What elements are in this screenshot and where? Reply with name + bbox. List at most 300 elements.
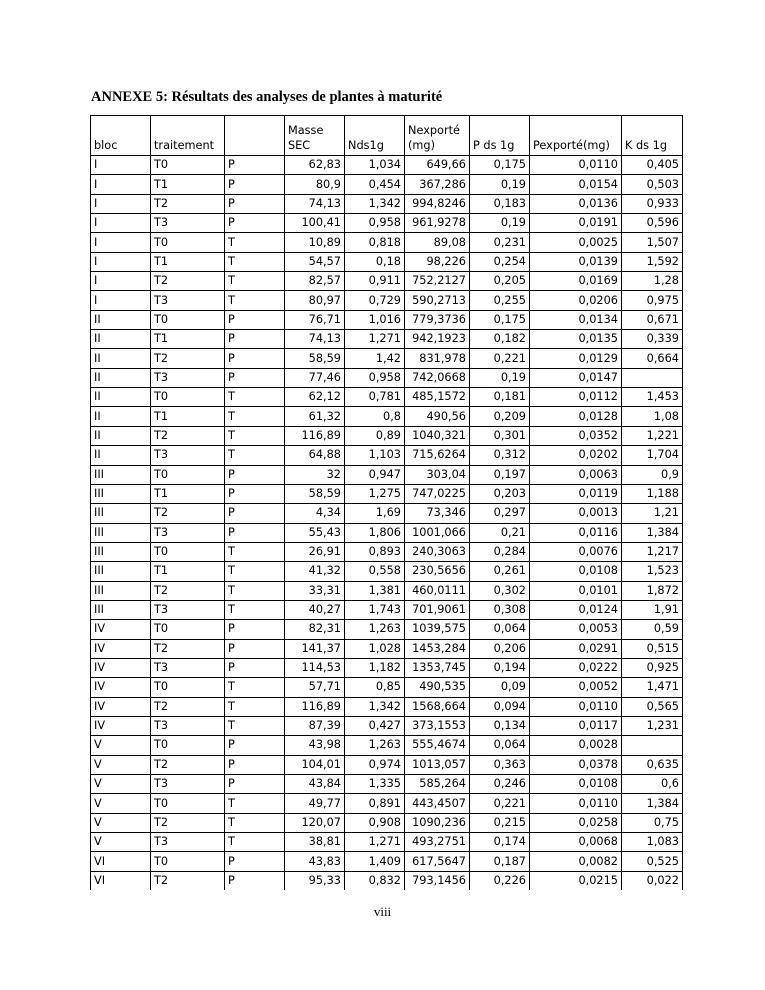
cell-nexporte: 1453,284 xyxy=(405,639,470,658)
cell-traitement: T2 xyxy=(151,871,225,890)
table-row xyxy=(91,407,683,426)
cell-k-ds-1g xyxy=(622,736,683,755)
cell-nds1g: 0,958 xyxy=(345,368,405,387)
cell-bloc: IV xyxy=(91,697,151,716)
header-traitement: traitement xyxy=(151,116,225,156)
cell-nexporte: 779,3736 xyxy=(405,310,470,329)
cell-masse-sec: 4,34 xyxy=(285,504,345,523)
cell-pexporte: 0,0110 xyxy=(530,794,622,813)
cell-masse-sec: 49,77 xyxy=(285,794,345,813)
header-type xyxy=(225,116,285,156)
cell-k-ds-1g: 0,635 xyxy=(622,755,683,774)
cell-masse-sec: 61,32 xyxy=(285,407,345,426)
table-row xyxy=(91,156,683,175)
header-p-ds-1g: P ds 1g xyxy=(470,116,530,156)
cell-k-ds-1g: 0,405 xyxy=(622,156,683,175)
cell-bloc: V xyxy=(91,775,151,794)
table-row xyxy=(91,291,683,310)
cell-nds1g: 0,818 xyxy=(345,233,405,252)
cell-type: P xyxy=(225,465,285,484)
cell-nds1g: 0,947 xyxy=(345,465,405,484)
table-row xyxy=(91,697,683,716)
cell-nds1g: 0,558 xyxy=(345,562,405,581)
cell-masse-sec: 116,89 xyxy=(285,426,345,445)
cell-traitement: T0 xyxy=(151,678,225,697)
cell-p-ds-1g: 0,194 xyxy=(470,658,530,677)
cell-bloc: III xyxy=(91,562,151,581)
table-row xyxy=(91,716,683,735)
cell-p-ds-1g: 0,19 xyxy=(470,214,530,233)
cell-traitement: T2 xyxy=(151,272,225,291)
cell-type: P xyxy=(225,871,285,890)
table-row xyxy=(91,755,683,774)
cell-traitement: T2 xyxy=(151,755,225,774)
cell-bloc: II xyxy=(91,310,151,329)
cell-nexporte: 443,4507 xyxy=(405,794,470,813)
cell-k-ds-1g xyxy=(622,368,683,387)
cell-nexporte: 240,3063 xyxy=(405,542,470,561)
cell-nexporte: 701,9061 xyxy=(405,600,470,619)
cell-p-ds-1g: 0,09 xyxy=(470,678,530,697)
cell-type: P xyxy=(225,620,285,639)
cell-traitement: T0 xyxy=(151,233,225,252)
cell-p-ds-1g: 0,231 xyxy=(470,233,530,252)
cell-nexporte: 1568,664 xyxy=(405,697,470,716)
cell-k-ds-1g: 1,592 xyxy=(622,252,683,271)
cell-masse-sec: 62,12 xyxy=(285,388,345,407)
cell-pexporte: 0,0147 xyxy=(530,368,622,387)
cell-type: T xyxy=(225,562,285,581)
cell-k-ds-1g: 1,28 xyxy=(622,272,683,291)
cell-nds1g: 0,729 xyxy=(345,291,405,310)
cell-nexporte: 742,0668 xyxy=(405,368,470,387)
cell-p-ds-1g: 0,206 xyxy=(470,639,530,658)
cell-nexporte: 942,1923 xyxy=(405,330,470,349)
cell-k-ds-1g: 1,471 xyxy=(622,678,683,697)
cell-type: T xyxy=(225,794,285,813)
cell-p-ds-1g: 0,174 xyxy=(470,833,530,852)
cell-bloc: I xyxy=(91,175,151,194)
cell-nds1g: 1,335 xyxy=(345,775,405,794)
cell-traitement: T2 xyxy=(151,813,225,832)
cell-bloc: V xyxy=(91,813,151,832)
cell-k-ds-1g: 1,507 xyxy=(622,233,683,252)
cell-pexporte: 0,0063 xyxy=(530,465,622,484)
cell-bloc: IV xyxy=(91,716,151,735)
cell-nexporte: 585,264 xyxy=(405,775,470,794)
cell-traitement: T1 xyxy=(151,330,225,349)
cell-type: P xyxy=(225,775,285,794)
cell-bloc: II xyxy=(91,349,151,368)
cell-pexporte: 0,0128 xyxy=(530,407,622,426)
cell-nds1g: 1,271 xyxy=(345,833,405,852)
cell-nexporte: 490,56 xyxy=(405,407,470,426)
cell-masse-sec: 74,13 xyxy=(285,330,345,349)
cell-bloc: III xyxy=(91,465,151,484)
cell-p-ds-1g: 0,064 xyxy=(470,736,530,755)
cell-nds1g: 1,275 xyxy=(345,484,405,503)
cell-pexporte: 0,0202 xyxy=(530,446,622,465)
cell-type: P xyxy=(225,330,285,349)
cell-bloc: III xyxy=(91,581,151,600)
cell-pexporte: 0,0258 xyxy=(530,813,622,832)
cell-pexporte: 0,0154 xyxy=(530,175,622,194)
cell-p-ds-1g: 0,134 xyxy=(470,716,530,735)
cell-type: P xyxy=(225,504,285,523)
table-row xyxy=(91,388,683,407)
cell-pexporte: 0,0053 xyxy=(530,620,622,639)
cell-p-ds-1g: 0,297 xyxy=(470,504,530,523)
cell-bloc: I xyxy=(91,252,151,271)
header-nexporte: Nexporté (mg) xyxy=(405,116,470,156)
cell-pexporte: 0,0110 xyxy=(530,697,622,716)
cell-k-ds-1g: 0,933 xyxy=(622,194,683,213)
cell-p-ds-1g: 0,221 xyxy=(470,794,530,813)
header-pexporte: Pexporté(mg) xyxy=(530,116,622,156)
cell-traitement: T0 xyxy=(151,794,225,813)
cell-masse-sec: 40,27 xyxy=(285,600,345,619)
cell-pexporte: 0,0136 xyxy=(530,194,622,213)
table-row xyxy=(91,233,683,252)
cell-masse-sec: 82,57 xyxy=(285,272,345,291)
cell-nexporte: 98,226 xyxy=(405,252,470,271)
cell-masse-sec: 141,37 xyxy=(285,639,345,658)
cell-type: T xyxy=(225,252,285,271)
table-row xyxy=(91,446,683,465)
cell-traitement: T2 xyxy=(151,697,225,716)
table-row xyxy=(91,504,683,523)
cell-type: T xyxy=(225,233,285,252)
cell-p-ds-1g: 0,308 xyxy=(470,600,530,619)
cell-nds1g: 0,911 xyxy=(345,272,405,291)
cell-type: P xyxy=(225,214,285,233)
cell-p-ds-1g: 0,226 xyxy=(470,871,530,890)
cell-pexporte: 0,0291 xyxy=(530,639,622,658)
cell-type: P xyxy=(225,484,285,503)
cell-masse-sec: 80,9 xyxy=(285,175,345,194)
cell-masse-sec: 57,71 xyxy=(285,678,345,697)
cell-masse-sec: 116,89 xyxy=(285,697,345,716)
cell-masse-sec: 100,41 xyxy=(285,214,345,233)
cell-masse-sec: 77,46 xyxy=(285,368,345,387)
cell-p-ds-1g: 0,302 xyxy=(470,581,530,600)
cell-pexporte: 0,0139 xyxy=(530,252,622,271)
cell-k-ds-1g: 0,59 xyxy=(622,620,683,639)
cell-nexporte: 994,8246 xyxy=(405,194,470,213)
cell-traitement: T2 xyxy=(151,194,225,213)
cell-traitement: T0 xyxy=(151,620,225,639)
cell-masse-sec: 58,59 xyxy=(285,484,345,503)
cell-nds1g: 1,42 xyxy=(345,349,405,368)
cell-nexporte: 1001,066 xyxy=(405,523,470,542)
cell-p-ds-1g: 0,187 xyxy=(470,852,530,871)
cell-pexporte: 0,0116 xyxy=(530,523,622,542)
cell-nds1g: 0,85 xyxy=(345,678,405,697)
cell-traitement: T2 xyxy=(151,581,225,600)
cell-nexporte: 617,5647 xyxy=(405,852,470,871)
cell-pexporte: 0,0222 xyxy=(530,658,622,677)
cell-traitement: T0 xyxy=(151,736,225,755)
cell-nexporte: 961,9278 xyxy=(405,214,470,233)
cell-bloc: II xyxy=(91,446,151,465)
cell-type: P xyxy=(225,368,285,387)
cell-nexporte: 747,0225 xyxy=(405,484,470,503)
cell-traitement: T3 xyxy=(151,658,225,677)
table-row xyxy=(91,639,683,658)
cell-p-ds-1g: 0,19 xyxy=(470,175,530,194)
cell-p-ds-1g: 0,197 xyxy=(470,465,530,484)
cell-bloc: I xyxy=(91,291,151,310)
table-row xyxy=(91,484,683,503)
cell-masse-sec: 55,43 xyxy=(285,523,345,542)
cell-nds1g: 0,89 xyxy=(345,426,405,445)
cell-traitement: T0 xyxy=(151,852,225,871)
table-row xyxy=(91,678,683,697)
cell-nexporte: 460,0111 xyxy=(405,581,470,600)
cell-bloc: IV xyxy=(91,620,151,639)
cell-masse-sec: 104,01 xyxy=(285,755,345,774)
cell-pexporte: 0,0191 xyxy=(530,214,622,233)
cell-bloc: II xyxy=(91,330,151,349)
cell-k-ds-1g: 1,872 xyxy=(622,581,683,600)
cell-traitement: T1 xyxy=(151,484,225,503)
cell-k-ds-1g: 0,664 xyxy=(622,349,683,368)
cell-bloc: III xyxy=(91,484,151,503)
cell-k-ds-1g: 1,523 xyxy=(622,562,683,581)
cell-p-ds-1g: 0,363 xyxy=(470,755,530,774)
cell-masse-sec: 26,91 xyxy=(285,542,345,561)
cell-type: T xyxy=(225,426,285,445)
cell-masse-sec: 76,71 xyxy=(285,310,345,329)
cell-nexporte: 1013,057 xyxy=(405,755,470,774)
cell-traitement: T0 xyxy=(151,310,225,329)
cell-pexporte: 0,0124 xyxy=(530,600,622,619)
cell-traitement: T2 xyxy=(151,639,225,658)
cell-bloc: V xyxy=(91,833,151,852)
table-row xyxy=(91,600,683,619)
cell-bloc: I xyxy=(91,272,151,291)
cell-traitement: T1 xyxy=(151,407,225,426)
header-nds1g: Nds1g xyxy=(345,116,405,156)
cell-type: P xyxy=(225,852,285,871)
cell-traitement: T3 xyxy=(151,446,225,465)
cell-type: P xyxy=(225,736,285,755)
table-row xyxy=(91,368,683,387)
cell-k-ds-1g: 1,704 xyxy=(622,446,683,465)
cell-masse-sec: 32 xyxy=(285,465,345,484)
cell-p-ds-1g: 0,203 xyxy=(470,484,530,503)
table-row xyxy=(91,794,683,813)
cell-pexporte: 0,0206 xyxy=(530,291,622,310)
cell-p-ds-1g: 0,215 xyxy=(470,813,530,832)
cell-k-ds-1g: 0,9 xyxy=(622,465,683,484)
cell-k-ds-1g: 0,339 xyxy=(622,330,683,349)
cell-traitement: T2 xyxy=(151,426,225,445)
table-row xyxy=(91,813,683,832)
cell-nexporte: 89,08 xyxy=(405,233,470,252)
cell-nds1g: 1,034 xyxy=(345,156,405,175)
cell-traitement: T2 xyxy=(151,349,225,368)
cell-nexporte: 752,2127 xyxy=(405,272,470,291)
cell-p-ds-1g: 0,209 xyxy=(470,407,530,426)
cell-type: T xyxy=(225,542,285,561)
cell-pexporte: 0,0028 xyxy=(530,736,622,755)
cell-k-ds-1g: 0,6 xyxy=(622,775,683,794)
cell-bloc: V xyxy=(91,736,151,755)
cell-p-ds-1g: 0,301 xyxy=(470,426,530,445)
table-row xyxy=(91,272,683,291)
cell-masse-sec: 82,31 xyxy=(285,620,345,639)
cell-pexporte: 0,0068 xyxy=(530,833,622,852)
cell-bloc: II xyxy=(91,388,151,407)
cell-pexporte: 0,0101 xyxy=(530,581,622,600)
cell-nexporte: 73,346 xyxy=(405,504,470,523)
cell-nds1g: 0,958 xyxy=(345,214,405,233)
cell-bloc: V xyxy=(91,794,151,813)
table-row xyxy=(91,542,683,561)
cell-k-ds-1g: 1,384 xyxy=(622,794,683,813)
cell-pexporte: 0,0129 xyxy=(530,349,622,368)
cell-bloc: III xyxy=(91,504,151,523)
cell-type: T xyxy=(225,600,285,619)
cell-nexporte: 493,2751 xyxy=(405,833,470,852)
cell-k-ds-1g: 1,221 xyxy=(622,426,683,445)
cell-traitement: T3 xyxy=(151,523,225,542)
table-row xyxy=(91,175,683,194)
cell-k-ds-1g: 1,91 xyxy=(622,600,683,619)
cell-k-ds-1g: 0,925 xyxy=(622,658,683,677)
cell-traitement: T1 xyxy=(151,252,225,271)
cell-bloc: VI xyxy=(91,871,151,890)
cell-type: P xyxy=(225,349,285,368)
header-masse-sec: Masse SEC xyxy=(285,116,345,156)
cell-nexporte: 715,6264 xyxy=(405,446,470,465)
cell-type: T xyxy=(225,833,285,852)
cell-type: P xyxy=(225,755,285,774)
cell-nexporte: 367,286 xyxy=(405,175,470,194)
cell-nexporte: 793,1456 xyxy=(405,871,470,890)
table-row xyxy=(91,871,683,890)
table-row xyxy=(91,562,683,581)
cell-type: T xyxy=(225,716,285,735)
cell-k-ds-1g: 0,022 xyxy=(622,871,683,890)
cell-nds1g: 1,743 xyxy=(345,600,405,619)
cell-nds1g: 0,781 xyxy=(345,388,405,407)
table-row xyxy=(91,658,683,677)
cell-nexporte: 1353,745 xyxy=(405,658,470,677)
cell-masse-sec: 43,83 xyxy=(285,852,345,871)
cell-nexporte: 490,535 xyxy=(405,678,470,697)
cell-bloc: I xyxy=(91,194,151,213)
cell-k-ds-1g: 1,453 xyxy=(622,388,683,407)
cell-type: T xyxy=(225,581,285,600)
cell-masse-sec: 80,97 xyxy=(285,291,345,310)
cell-masse-sec: 114,53 xyxy=(285,658,345,677)
cell-p-ds-1g: 0,064 xyxy=(470,620,530,639)
cell-k-ds-1g: 1,188 xyxy=(622,484,683,503)
cell-bloc: I xyxy=(91,233,151,252)
cell-nds1g: 0,18 xyxy=(345,252,405,271)
cell-k-ds-1g: 1,231 xyxy=(622,716,683,735)
cell-traitement: T3 xyxy=(151,716,225,735)
cell-bloc: II xyxy=(91,368,151,387)
cell-p-ds-1g: 0,255 xyxy=(470,291,530,310)
cell-k-ds-1g: 0,596 xyxy=(622,214,683,233)
cell-p-ds-1g: 0,221 xyxy=(470,349,530,368)
table-row xyxy=(91,736,683,755)
cell-bloc: III xyxy=(91,542,151,561)
cell-pexporte: 0,0082 xyxy=(530,852,622,871)
cell-pexporte: 0,0378 xyxy=(530,755,622,774)
cell-type: P xyxy=(225,156,285,175)
cell-traitement: T3 xyxy=(151,600,225,619)
table-row xyxy=(91,620,683,639)
cell-traitement: T2 xyxy=(151,504,225,523)
cell-masse-sec: 41,32 xyxy=(285,562,345,581)
cell-bloc: II xyxy=(91,407,151,426)
cell-traitement: T3 xyxy=(151,214,225,233)
table-row xyxy=(91,465,683,484)
cell-nds1g: 1,409 xyxy=(345,852,405,871)
cell-masse-sec: 62,83 xyxy=(285,156,345,175)
cell-k-ds-1g: 0,565 xyxy=(622,697,683,716)
cell-nds1g: 1,342 xyxy=(345,697,405,716)
table-row xyxy=(91,194,683,213)
cell-bloc: III xyxy=(91,523,151,542)
cell-p-ds-1g: 0,312 xyxy=(470,446,530,465)
cell-traitement: T3 xyxy=(151,833,225,852)
cell-traitement: T0 xyxy=(151,388,225,407)
cell-type: T xyxy=(225,678,285,697)
cell-type: P xyxy=(225,175,285,194)
cell-type: P xyxy=(225,310,285,329)
cell-k-ds-1g: 0,975 xyxy=(622,291,683,310)
table-row xyxy=(91,775,683,794)
cell-k-ds-1g: 1,08 xyxy=(622,407,683,426)
table-row xyxy=(91,581,683,600)
header-bloc: bloc xyxy=(91,116,151,156)
cell-type: T xyxy=(225,407,285,426)
cell-nexporte: 485,1572 xyxy=(405,388,470,407)
cell-nds1g: 1,69 xyxy=(345,504,405,523)
table-row xyxy=(91,833,683,852)
cell-masse-sec: 43,98 xyxy=(285,736,345,755)
cell-masse-sec: 64,88 xyxy=(285,446,345,465)
cell-p-ds-1g: 0,21 xyxy=(470,523,530,542)
cell-nexporte: 1039,575 xyxy=(405,620,470,639)
cell-k-ds-1g: 1,21 xyxy=(622,504,683,523)
header-k-ds-1g: K ds 1g xyxy=(622,116,683,156)
cell-nds1g: 1,103 xyxy=(345,446,405,465)
cell-k-ds-1g: 0,503 xyxy=(622,175,683,194)
cell-traitement: T3 xyxy=(151,291,225,310)
cell-nds1g: 0,8 xyxy=(345,407,405,426)
cell-masse-sec: 120,07 xyxy=(285,813,345,832)
cell-pexporte: 0,0135 xyxy=(530,330,622,349)
cell-type: T xyxy=(225,291,285,310)
cell-pexporte: 0,0119 xyxy=(530,484,622,503)
cell-nds1g: 1,342 xyxy=(345,194,405,213)
table-row xyxy=(91,252,683,271)
cell-nds1g: 0,908 xyxy=(345,813,405,832)
cell-type: T xyxy=(225,446,285,465)
cell-k-ds-1g: 0,75 xyxy=(622,813,683,832)
cell-k-ds-1g: 0,515 xyxy=(622,639,683,658)
cell-k-ds-1g: 1,384 xyxy=(622,523,683,542)
cell-masse-sec: 10,89 xyxy=(285,233,345,252)
cell-nexporte: 1090,236 xyxy=(405,813,470,832)
cell-pexporte: 0,0112 xyxy=(530,388,622,407)
